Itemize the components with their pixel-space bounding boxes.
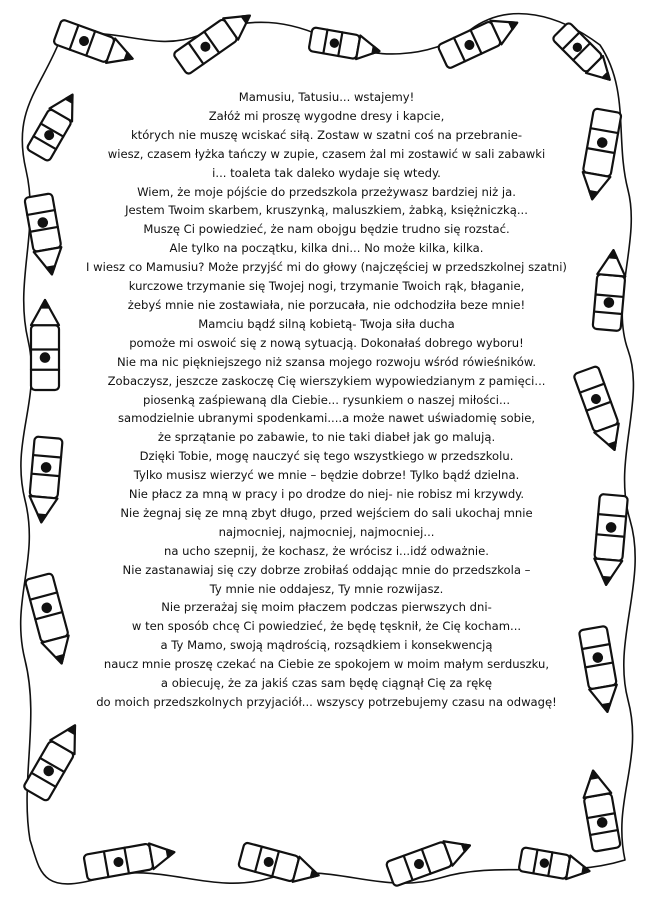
poem-line-14: pomoże mi oswoić się z nową sytuacją. Dokonałaś dobrego wyboru! (129, 335, 524, 350)
crayon-right-4 (592, 494, 628, 586)
poem-line-2: Załóż mi proszę wygodne dresy i kapcie, (208, 108, 445, 123)
poem-line-1: Mamusiu, Tatusiu... wstajemy! (238, 90, 415, 104)
crayon-bottom-4 (518, 847, 591, 883)
poem-line-7: Jestem Twoim skarbem, kruszynką, maluszkiem, żabką, księżniczką... (125, 203, 528, 218)
poem-line-24: najmocniej, najmocniej, najmocniej... (218, 524, 435, 539)
poem-line-15: Nie ma nic piękniejszego niż szansa mojego rozwoju wśród rówieśników. (116, 354, 537, 369)
crayon-top-4 (437, 11, 522, 69)
poem-line-30: a Ty Mamo, swoją mądrością, rozsądkiem i konsekwencją (160, 638, 493, 653)
crayon-right-6 (579, 768, 620, 852)
poem-line-27: Ty mnie nie oddajesz, Ty mnie rozwijasz. (209, 581, 444, 596)
poem-line-17: piosenką zaśpiewaną dla Ciebie... rysunkiem o naszej miłości... (142, 392, 511, 407)
poem-line-4: wiesz, czasem łyżka tańczy w zupie, czasem żal mi zostawić w sali zabawki (107, 146, 546, 161)
poem-line-13: Mamciu bądź silną kobietą- Twoja siła ducha (198, 316, 455, 331)
crayon-top-5 (552, 22, 618, 88)
crayon-left-6 (23, 718, 87, 801)
poem-line-31: naucz mnie proszę czekać na Ciebie ze spokojem w moim małym serduszku, (103, 657, 550, 672)
poem-line-19: że sprzątanie po zabawie, to nie taki diabeł jak go malują. (157, 430, 496, 445)
poem-line-10: I wiesz co Mamusiu? Może przyjść mi do głowy (najczęściej w przedszkolnej szatni) (86, 260, 567, 275)
poem-line-3: których nie muszę wciskać siłą. Zostaw w szatni coś na przebranie- (130, 127, 523, 142)
poem-line-21: Tylko musisz wierzyć we mnie – będzie dobrze! Tylko bądź dzielna. (133, 468, 520, 483)
poem-line-8: Muszę Ci powiedzieć, że nam obojgu będzie trudno się rozstać. (143, 222, 510, 237)
poem-line-22: Nie płacz za mną w pracy i po drodze do niej- nie robisz mi krzywdy. (128, 487, 525, 502)
crayon-right-2 (593, 249, 628, 331)
poem-line-16: Zobaczysz, jeszcze zaskoczę Cię wierszykiem wypowiedzianym z pamięci... (107, 373, 546, 388)
poem-text (60, 88, 593, 712)
crayon-left-4 (27, 436, 62, 523)
poem-line-32: a obiecuję, że za jakiś czas sam będę ciągnął Cię za rękę (160, 676, 493, 691)
crayon-top-3 (308, 27, 381, 63)
crayon-left-3 (31, 300, 59, 390)
poem-line-23: Nie żegnaj się ze mną zbyt długo, przed wejściem do sali ukochaj mnie (120, 505, 533, 520)
crayon-top-1 (53, 19, 137, 71)
poem-line-28: Nie przerażaj się moim płaczem podczas pierwszych dni- (161, 600, 492, 615)
poem-line-26: Nie zastanawiaj się czy dobrze zrobiłaś oddając mnie do przedszkola – (122, 562, 531, 577)
poem-line-18: samodzielnie ubranymi spodenkami....a może nawet uświadomię sobie, (117, 411, 536, 426)
poem-line-12: żebyś mnie nie zostawiała, nie porzucała, nie odchodziła beze mnie! (127, 297, 526, 312)
poem-line-5: i... toaleta tak daleko wydaje się wtedy. (212, 165, 441, 180)
poem-line-33: do moich przedszkolnych przyjaciół... wszyscy potrzebujemy czasu na odwagę! (96, 695, 557, 709)
crayon-bottom-3 (386, 833, 475, 887)
poem-line-9: Ale tylko na początku, kilka dni... No może kilka, kilka. (169, 241, 484, 256)
poem-line-25: na ucho szepnij, że kochasz, że wrócisz i...idź odważnie. (164, 543, 489, 558)
poem-line-6: Wiem, że moje pójście do przedszkola przeżywasz bardziej niż ja. (137, 184, 516, 199)
crayon-bottom-2 (238, 842, 322, 888)
poem-line-20: Dzięki Tobie, mogę nauczyć się tego wszystkiego w przedszkolu. (139, 449, 514, 464)
poem-line-11: kurczowe trzymanie się Twojej nogi, trzymanie Twoich rąk, błaganie, (128, 279, 525, 294)
poem-line-29: w ten sposób chcę Ci powiedzieć, że będę tęsknił, że Cię kocham... (131, 619, 522, 634)
